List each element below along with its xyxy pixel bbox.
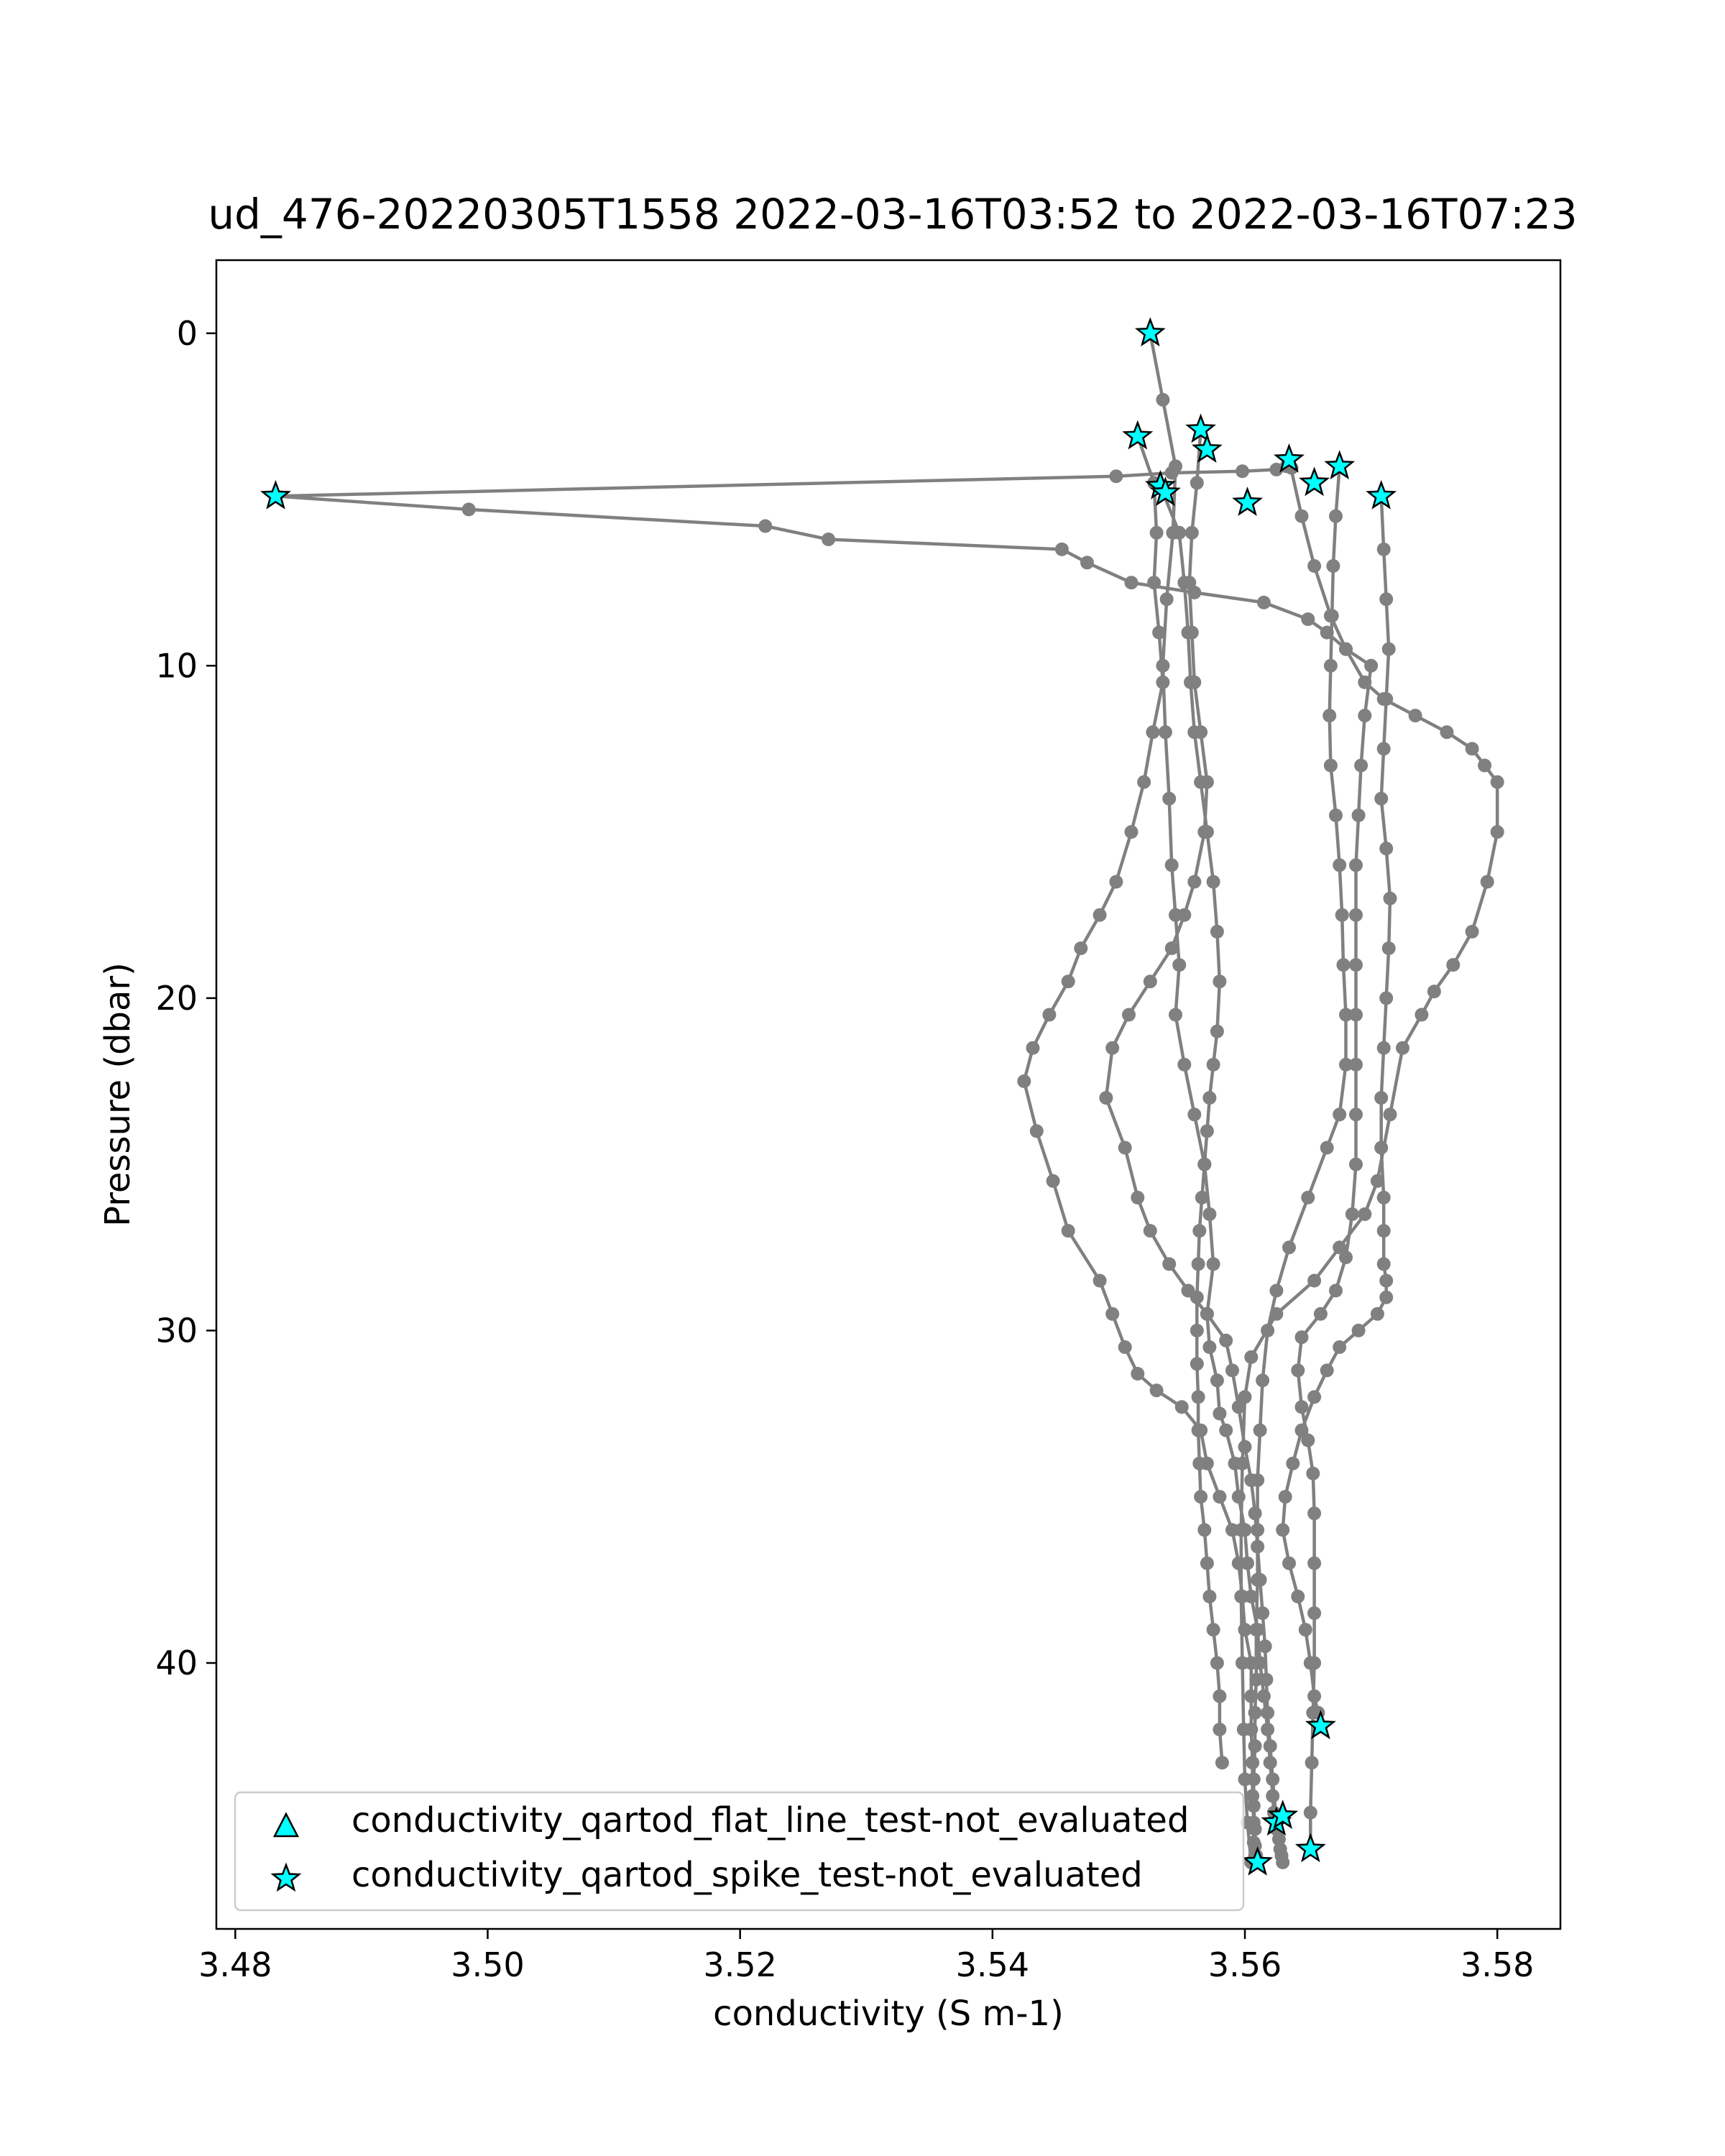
data-point [1264, 1739, 1277, 1753]
data-point [1175, 1400, 1189, 1414]
data-point [1150, 526, 1164, 540]
data-point [1210, 1025, 1224, 1038]
data-point [1213, 1490, 1226, 1503]
data-point [1190, 476, 1204, 489]
data-point [1232, 1557, 1246, 1570]
profile-line-6 [1254, 466, 1346, 1863]
data-point [1261, 1324, 1274, 1337]
data-point [1042, 1008, 1056, 1022]
data-point [1219, 1424, 1233, 1437]
data-point [1364, 659, 1378, 673]
data-point [1324, 659, 1338, 673]
data-point [1339, 1250, 1353, 1264]
flag-layer [263, 320, 1394, 1874]
data-point [1427, 985, 1441, 998]
spike-flag-star [1245, 1849, 1271, 1874]
data-point [1325, 609, 1339, 622]
data-point [1207, 1058, 1220, 1072]
data-point [1339, 642, 1353, 656]
data-point [1187, 586, 1201, 599]
data-point [1491, 775, 1504, 789]
data-point [1207, 1623, 1220, 1636]
data-point [1257, 596, 1271, 609]
data-point [1074, 941, 1087, 955]
data-point [1194, 1490, 1208, 1503]
legend-label-flat-line: conductivity_qartod_flat_line_test-not_evaluated [351, 1800, 1190, 1841]
data-point [1105, 1307, 1119, 1321]
data-point [1307, 1606, 1321, 1620]
data-point [1307, 1557, 1321, 1570]
data-point [1192, 1457, 1206, 1470]
y-tick-label: 40 [155, 1643, 198, 1682]
data-point [1172, 958, 1186, 972]
data-point [1202, 1340, 1216, 1354]
data-point [1382, 642, 1396, 656]
data-point [1333, 1107, 1346, 1121]
data-point [1131, 1191, 1144, 1204]
data-point [1282, 1557, 1296, 1570]
plot-area [263, 320, 1504, 1874]
data-point [1080, 556, 1094, 569]
data-point [1320, 1141, 1334, 1155]
y-tick-label: 30 [155, 1311, 198, 1350]
data-point [1295, 1330, 1309, 1344]
data-point [1269, 1284, 1283, 1297]
data-point [1247, 1772, 1261, 1786]
spike-flag-star [1302, 469, 1328, 494]
data-point [1202, 1590, 1216, 1603]
data-point [1295, 1424, 1309, 1437]
x-tick-label: 3.52 [703, 1945, 777, 1984]
data-point [1200, 1557, 1214, 1570]
data-point [1379, 592, 1393, 606]
data-point [1213, 975, 1226, 988]
data-point [1182, 626, 1195, 640]
x-tick-label: 3.54 [955, 1945, 1030, 1984]
data-point [1165, 466, 1179, 480]
data-point [1251, 1473, 1264, 1487]
data-point [1478, 759, 1491, 773]
data-point [1333, 858, 1346, 872]
profile-line-9 [276, 466, 1292, 497]
data-point [1307, 1690, 1321, 1703]
x-tick-label: 3.58 [1460, 1945, 1535, 1984]
data-point [1374, 1141, 1388, 1155]
data-point [1349, 1158, 1363, 1171]
plot-frame [216, 260, 1560, 1929]
data-point [1195, 1191, 1209, 1204]
data-point [1352, 808, 1366, 822]
data-point [1295, 510, 1309, 523]
data-point [1177, 576, 1191, 589]
data-point [1279, 1490, 1292, 1503]
x-axis-label: conductivity (S m-1) [713, 1994, 1064, 2034]
data-point [1466, 925, 1479, 939]
data-point [1248, 1739, 1262, 1753]
data-point [1286, 1457, 1300, 1470]
data-point [1248, 1823, 1262, 1836]
data-point [1307, 1274, 1321, 1288]
data-point [1247, 1799, 1261, 1812]
data-point [1307, 559, 1321, 573]
data-point [1152, 626, 1166, 640]
y-axis-label: Pressure (dbar) [98, 962, 138, 1227]
data-point [1254, 1424, 1267, 1437]
data-point [1282, 1240, 1296, 1254]
data-point [1185, 526, 1199, 540]
data-point [1105, 1041, 1119, 1055]
data-point [1248, 1706, 1262, 1720]
data-point [1190, 1291, 1204, 1304]
data-point [1236, 464, 1249, 478]
y-tick-label: 10 [155, 646, 198, 686]
data-point [1251, 1573, 1264, 1587]
data-point [1291, 1590, 1305, 1603]
data-point [1384, 892, 1397, 906]
data-point [1165, 858, 1179, 872]
data-point [822, 533, 835, 546]
data-point [1109, 469, 1123, 483]
data-point [1192, 1424, 1205, 1437]
data-point [1187, 875, 1201, 889]
data-point [1062, 975, 1075, 988]
data-point [1210, 1657, 1224, 1670]
data-point [1379, 1274, 1393, 1288]
data-point [1213, 1723, 1226, 1736]
spike-flag-star [1125, 423, 1151, 447]
data-point [1197, 1158, 1211, 1171]
data-point [1249, 1623, 1263, 1636]
data-point [1172, 526, 1186, 540]
data-point [1200, 825, 1214, 839]
data-point [1377, 1257, 1391, 1271]
data-point [1377, 543, 1391, 556]
data-point [1150, 1383, 1164, 1397]
data-point [1187, 725, 1201, 739]
x-tick-label: 3.56 [1208, 1945, 1282, 1984]
data-point [1382, 941, 1396, 955]
data-point [1346, 1207, 1359, 1221]
data-point [1251, 1523, 1264, 1537]
data-point [1291, 1363, 1305, 1377]
data-point [1131, 1367, 1144, 1381]
data-point [1194, 775, 1208, 789]
data-point [1162, 1257, 1176, 1271]
data-point [1210, 925, 1224, 939]
data-point [1125, 576, 1138, 589]
data-point [1379, 1291, 1393, 1304]
data-point [1276, 1856, 1289, 1869]
data-point [1225, 1363, 1239, 1377]
profile-line-2 [1024, 436, 1258, 1862]
data-point [1160, 592, 1174, 606]
data-point [1207, 1257, 1220, 1271]
data-point [1276, 1523, 1289, 1537]
data-point [1144, 1224, 1157, 1238]
data-point [1030, 1124, 1044, 1138]
data-point [1307, 1506, 1321, 1520]
y-tick-label: 0 [176, 313, 198, 353]
data-point [1491, 825, 1504, 839]
data-point [1379, 842, 1393, 855]
data-point [1304, 1657, 1317, 1670]
data-point [1377, 1224, 1391, 1238]
data-point [1156, 676, 1169, 689]
data-point [1396, 1041, 1409, 1055]
data-point [1261, 1706, 1274, 1720]
data-point [1215, 1756, 1229, 1769]
data-point [1236, 1657, 1249, 1670]
data-point [1352, 1324, 1366, 1337]
data-point [1026, 1041, 1040, 1055]
data-point [1192, 1390, 1205, 1404]
data-point [1295, 1400, 1309, 1414]
data-point [1244, 1350, 1258, 1364]
data-point [1329, 1284, 1343, 1297]
spike-flag-star [1235, 489, 1261, 514]
spike-flag-star [263, 482, 289, 507]
data-point [1301, 1191, 1315, 1204]
data-point [1236, 1457, 1249, 1470]
data-point [1326, 559, 1340, 573]
chart-title: ud_476-20220305T1558 2022-03-16T03:52 to 2022-03-16T07:23 [208, 190, 1578, 239]
data-point [1299, 1623, 1312, 1636]
data-point [1358, 709, 1371, 722]
data-point [1307, 1390, 1321, 1404]
data-point [1320, 1363, 1334, 1377]
data-point [1187, 1107, 1201, 1121]
data-point [1200, 1124, 1214, 1138]
data-point [1379, 692, 1393, 706]
data-point [1349, 908, 1363, 922]
data-point [1320, 626, 1334, 640]
data-point [1337, 958, 1351, 972]
data-point [1466, 742, 1479, 755]
x-tick-label: 3.50 [451, 1945, 525, 1984]
data-point [1146, 725, 1159, 739]
data-point [1210, 1373, 1224, 1387]
data-point [1349, 958, 1363, 972]
data-point [1046, 1174, 1060, 1188]
legend [235, 1792, 1243, 1910]
data-point [1213, 1407, 1226, 1421]
data-point [1409, 709, 1422, 722]
y-tick-label: 20 [155, 978, 198, 1018]
data-point [1177, 1058, 1191, 1072]
data-point [1202, 1207, 1216, 1221]
data-point [1162, 792, 1176, 806]
data-point [1055, 543, 1069, 556]
data-point [1156, 393, 1169, 407]
data-point [1377, 1191, 1391, 1204]
data-point [1374, 792, 1388, 806]
data-point [1324, 759, 1338, 773]
data-point [1122, 1008, 1136, 1022]
data-point [462, 502, 476, 516]
data-point [1197, 1523, 1211, 1537]
data-point [1314, 1307, 1328, 1321]
data-point [1335, 908, 1349, 922]
data-point [1446, 958, 1460, 972]
data-point [1354, 759, 1368, 773]
data-point [1062, 1224, 1075, 1238]
data-point [1200, 1307, 1214, 1321]
data-point [1266, 1772, 1279, 1786]
data-point [1144, 975, 1157, 988]
data-point [1192, 1224, 1206, 1238]
data-point [1159, 725, 1172, 739]
data-point [1017, 1074, 1031, 1088]
data-point [1184, 676, 1197, 689]
x-tick-label: 3.48 [198, 1945, 272, 1984]
y-axis-ticks [155, 314, 216, 1682]
data-point [1234, 1590, 1248, 1603]
data-point [1333, 1340, 1346, 1354]
data-point [1440, 725, 1454, 739]
x-axis-ticks [198, 1929, 1534, 1984]
data-point [1118, 1340, 1132, 1354]
data-point [1125, 825, 1138, 839]
data-point [1177, 908, 1191, 922]
data-point [1165, 941, 1179, 955]
data-point [1358, 1207, 1371, 1221]
data-point [1192, 1257, 1205, 1271]
data-point [1190, 1324, 1204, 1337]
data-point [1301, 612, 1315, 626]
spike-flag-star [1297, 1835, 1323, 1860]
data-point [1329, 808, 1343, 822]
series-layer [269, 326, 1504, 1869]
data-point [1349, 1107, 1363, 1121]
data-point [1099, 1091, 1113, 1105]
data-point [1414, 1008, 1428, 1022]
data-point [1305, 1756, 1319, 1769]
data-point [1349, 1058, 1363, 1072]
data-point [1109, 875, 1123, 889]
data-point [1202, 1091, 1216, 1105]
data-point [1259, 1639, 1272, 1653]
data-point [1190, 1357, 1204, 1370]
data-point [1234, 1523, 1248, 1537]
data-point [1349, 1008, 1363, 1022]
data-point [1118, 1141, 1132, 1155]
data-point [1377, 1041, 1391, 1055]
data-point [1329, 510, 1343, 523]
data-point [1384, 1107, 1397, 1121]
data-point [1207, 875, 1220, 889]
data-point [1093, 1274, 1107, 1288]
data-point [1213, 1690, 1226, 1703]
data-point [1093, 908, 1107, 922]
data-point [1256, 1373, 1269, 1387]
legend-label-spike: conductivity_qartod_spike_test-not_evaluated [351, 1855, 1143, 1895]
data-point [1371, 1307, 1384, 1321]
data-point [1374, 1091, 1388, 1105]
data-point [1306, 1467, 1320, 1480]
data-point [1237, 1723, 1251, 1736]
data-point [1219, 1334, 1233, 1348]
data-point [1248, 1506, 1262, 1520]
data-point [1246, 1756, 1259, 1769]
data-point [1481, 875, 1494, 889]
data-point [1379, 991, 1393, 1005]
data-point [1169, 1008, 1182, 1022]
data-point [1238, 1390, 1252, 1404]
data-point [1349, 858, 1363, 872]
data-point [758, 520, 772, 533]
data-point [1238, 1440, 1252, 1454]
data-point [1249, 1673, 1263, 1687]
data-point [1377, 742, 1391, 755]
data-point [1137, 775, 1151, 789]
data-point [1304, 1806, 1317, 1820]
data-point [1322, 709, 1336, 722]
